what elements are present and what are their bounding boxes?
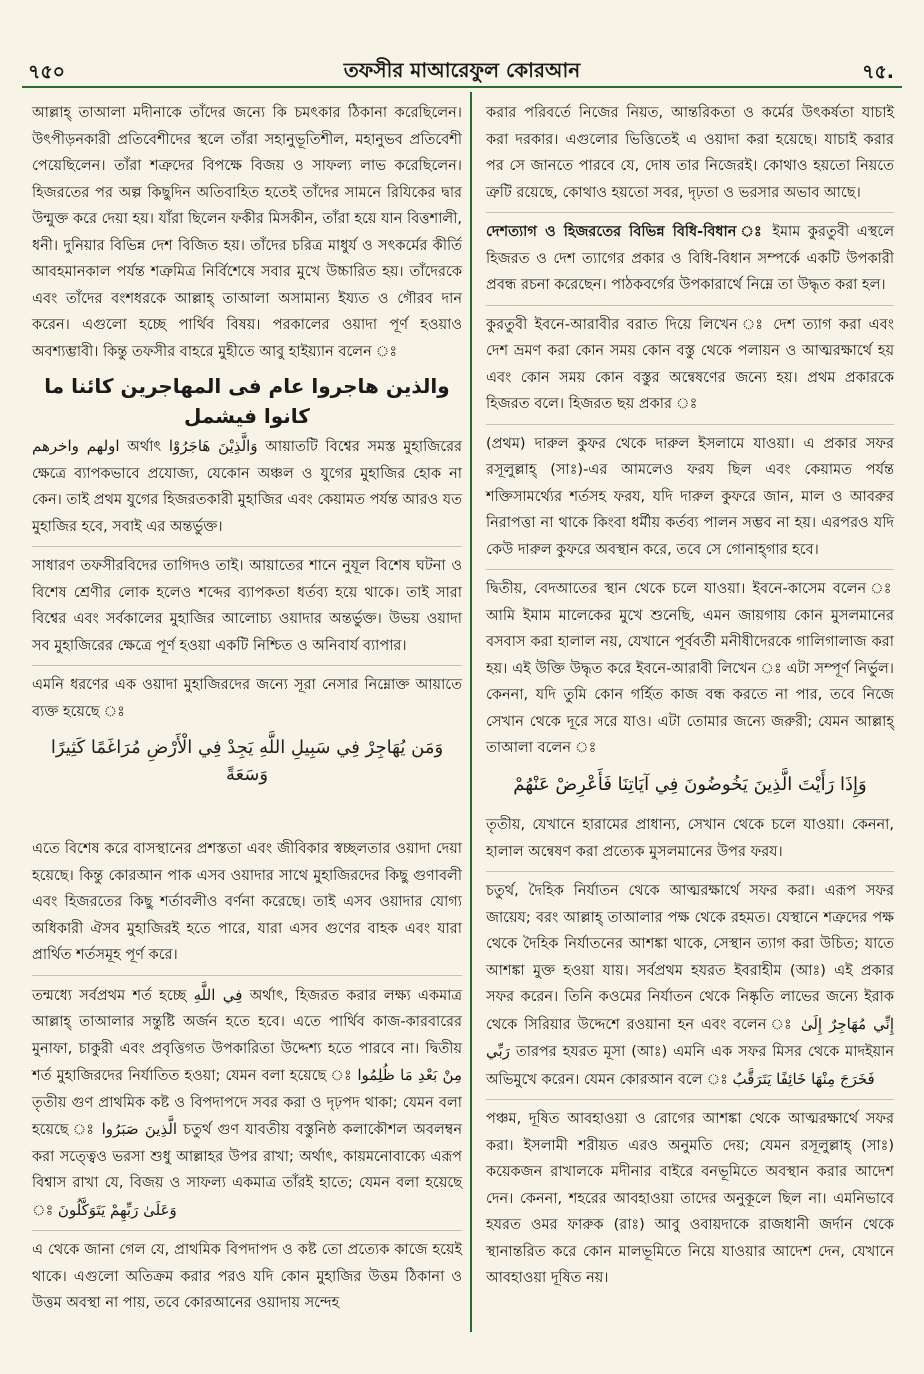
arabic-inline: فَخَرَجَ مِنْهَا خَائِفًا يَتَرَقَّبُ xyxy=(732,1069,875,1088)
separator xyxy=(32,546,462,547)
separator xyxy=(486,424,894,425)
right-column xyxy=(486,100,894,1298)
paragraph: পঞ্চম, দূষিত আবহাওয়া ও রোগের আশঙ্কা থেকে আত্মরক্ষার্থে সফর করা। ইসলামী শরীয়ত এরও অনুমতি দেয়; যেমন রসূলুল্লাহ্ (সাঃ) কয়েকজন রাখালকে মদীনার বাইরে বনভূমিতে অবস্থান করার আদেশ দেন। কেননা, শহরের আবহাওয়া তাদের অনুকূলে ছিল না। এমনিভাবে হযরত ওমর ফারুক (রাঃ) আবু ওবায়দাকে রাজধানী জর্দান থেকে স্থানান্তরিত করে কোন মালভূমিতে নিয়ে যাওয়ার আদেশ দেন, যেখানে আবহাওয়া দূষিত নয়। xyxy=(486,1111,894,1286)
page-number-right: ৭৫. xyxy=(862,61,894,83)
section-heading: দেশত্যাগ ও হিজরতের বিভিন্ন বিধি-বিধান ঃ xyxy=(486,224,765,240)
separator xyxy=(486,1099,894,1100)
paragraph: দ্বিতীয়, বেদআতের স্থান থেকে চলে যাওয়া। ইবনে-কাসেম বলেন ঃ আমি ইমাম মালেকের মুখে শুনেছি, এমন জায়গায় কোন মুসলমানের বসবাস করা হালাল নয়, যেখানে পূর্ববর্তী মনীষীদেরকে গালিগালাজ করা হয়। এই উক্তি উদ্ধৃত করে ইবনে-আরাবী লিখেন ঃ এটা সম্পূর্ণ নির্ভুল। কেননা, যদি তুমি কোন গর্হিত কাজ বন্ধ করতে না পার, তবে নিজে সেখান থেকে দূরে সরে যাও। এটা তোমার জন্যে জরুরী; যেমন আল্লাহ্ তাআলা বলেন ঃ xyxy=(486,581,894,756)
quran-verse: وَإِذَا رَأَيْتَ الَّذِينَ يَخُوضُونَ فِي آيَاتِنَا فَأَعْرِضْ عَنْهُمْ xyxy=(513,773,867,795)
paragraph: করার পরিবর্তে নিজের নিয়ত, আন্তরিকতা ও কর্মের উৎকর্ষতা যাচাই করা দরকার। এগুলোর ভিত্তিতেই এ ওয়াদা করা হয়েছে। যাচাই করার পর সে জানতে পারবে যে, দোষ তার নিজেরই। কোথাও হয়তো নিয়তে ত্রুটি রয়েছে, কোথাও হয়তো সবর, দৃঢ়তা ও ভরসার অভাব আছে। xyxy=(486,105,894,201)
paragraph: এমনি ধরণের এক ওয়াদা মুহাজিরদের জন্যে সূরা নেসার নিম্নোক্ত আয়াতে ব্যক্ত হয়েছে ঃ xyxy=(32,677,462,720)
arabic-quote: والذين هاجروا عام فى المهاجرين كائنا ما كانوا فيشمل xyxy=(44,374,450,428)
text-span: ইমাম কুরতুবী এস্থলে হিজরত ও দেশ ত্যাগের প্রকার ও বিধি-বিধান সম্পর্কে একটি উপকারী প্রবন্ধ রচনা করেছেন। পাঠকবর্গের উপকারার্থে নিম্নে তা উদ্ধৃত করা হল। xyxy=(486,224,895,293)
arabic-inline: الَّذِينَ صَبَرُوا xyxy=(101,1120,178,1138)
paragraph xyxy=(486,219,894,299)
text-span: তন্মধ্যে সর্বপ্রথম শর্ত হচ্ছে xyxy=(32,987,187,1004)
arabic-inline: وَعَلَىٰ رَبِّهِمْ يَتَوَكَّلُونَ xyxy=(57,1200,177,1219)
paragraph xyxy=(32,982,462,1225)
text-span: অর্থাৎ, হিজরত করার লক্ষ্য একমাত্র আল্লাহ্ তাআলার সন্তুষ্টি অর্জন হতে হবে। এতে পার্থিব কাজ-কারবারের মুনাফা, চাকুরী এবং প্রবৃত্তিগত উপকারিতা উদ্দেশ্য হতে পারবে না। দ্বিতীয় শর্ত মুহাজিরদের নির্যাতিত হওয়া; যেমন বলা হয়েছে ঃ xyxy=(32,987,463,1084)
paragraph: আল্লাহ্ তাআলা মদীনাকে তাঁদের জন্যে কি চমৎকার ঠিকানা করেছিলেন। উৎপীড়নকারী প্রতিবেশীদের স্থলে তাঁরা সহানুভূতিশীল, মহানুভব প্রতিবেশী পেয়েছিলেন। তাঁরা শত্রুদের বিপক্ষে বিজয় ও সাফল্য লাভ করেছিলেন। হিজরতের পর অল্প কিছুদিন অতিবাহিত হতেই তাঁদের সামনে রিযিকের দ্বার উন্মুক্ত করে দেয়া হয়। যাঁরা ছিলেন ফকীর মিসকীন, তাঁরা হয়ে যান বিত্তশালী, ধনী। দুনিয়ার বিভিন্ন দেশ বিজিত হয়। তাঁদের চরিত্র মাধুর্য ও সৎকর্মের কীর্তি আবহমানকাল পর্যন্ত শত্রুমিত্র নির্বিশেষে সবার মুখে উচ্চারিত হয়। তাঁদেরকে এবং তাঁদের বংশধরকে আল্লাহ্ তাআলা অসামান্য ইয্যত ও গৌরব দান করেন। এগুলো হচ্ছে পার্থিব বিষয়। পরকালের ওয়াদা পূর্ণ হওয়াও অবশ্যম্ভাবী। কিন্তু তফসীর বাহরে মুহীতে আবু হাইয়্যান বলেন ঃ xyxy=(32,105,462,360)
paragraph: কুরতুবী ইবনে-আরাবীর বরাত দিয়ে লিখেন ঃ দেশ ত্যাগ করা এবং দেশ ভ্রমণ করা কোন সময় কোন বস্তু থেকে পলায়ন ও আত্মরক্ষার্থে হয় এবং কোন সময় কোন বস্তুর অন্বেষণের জন্যে হয়। প্রথম প্রকারকে হিজরত বলে। হিজরত ছয় প্রকার ঃ xyxy=(486,316,894,412)
text-span: চতুর্থ গুণ যাবতীয় বস্তুনিষ্ঠ কলাকৌশল অবলম্বন করা সত্ত্বেও ভরসা শুধু আল্লাহর উপর রাখা; অর্থাৎ, কায়মনোবাক্যে এরূপ বিশ্বাস রাখা যে, বিজয় ও সাফল্য একমাত্র তাঁরই হাতে; যেমন বলা হয়েছে ঃ xyxy=(32,1122,462,1219)
paragraph: এতে বিশেষ করে বাসস্থানের প্রশস্ততা এবং জীবিকার স্বচ্ছলতার ওয়াদা দেয়া হয়েছে। কিন্তু কোরআন পাক এসব ওয়াদার সাথে মুহাজিরদের কিছু গুণাবলী এবং হিজরতের কিছু শর্তাবলীও বর্ণনা করেছে। তাই এসব ওয়াদার যোগ্য অধিকারী ঐসব মুহাজিরই হতে পারে, যারা এসব গুণের বাহক এবং যারা প্রার্থিত শর্তসমূহ পূর্ণ করে। xyxy=(32,841,462,963)
paragraph: এ থেকে জানা গেল যে, প্রাথমিক বিপদাপদ ও কষ্ট তো প্রত্যেক কাজে হয়েই থাকে। এগুলো অতিক্রম করার পরও যদি কোন মুহাজির উত্তম ঠিকানা ও উত্তম অবস্থা না পায়, তবে কোরআনের ওয়াদায় সন্দেহ xyxy=(32,1242,462,1311)
text-span: তারপর হযরত মূসা (আঃ) এমনি এক সফর মিসর থেকে মাদইয়ান অভিমুখে করেন। যেমন কোরআন বলে ঃ xyxy=(486,1044,895,1088)
separator xyxy=(486,871,894,872)
text-span: চতুর্থ, দৈহিক নির্যাতন থেকে আত্মরক্ষার্থে সফর করা। এরূপ সফর জায়েয; বরং আল্লাহ্ তাআলার পক্ষ থেকে রহমত। যেস্থানে শত্রুদের পক্ষ থেকে দৈহিক নির্যাতনের আশঙ্কা থাকে, সেস্থান ত্যাগ করা উচিত; যাতে আশঙ্কা মুক্ত হওয়া যায়। সর্বপ্রথম হযরত ইবরাহীম (আঃ) এই প্রকার সফর করেন। তিনি কওমের নির্যাতন থেকে নিষ্কৃতি লাভের জন্যে ইরাক থেকে সিরিয়ার উদ্দেশে রওয়ানা হন এবং বলেন ঃ xyxy=(486,883,894,1033)
separator xyxy=(486,305,894,306)
arabic-inline: وَالَّذِيْنَ هَاجَرُوْا xyxy=(168,437,258,455)
separator xyxy=(486,569,894,570)
text-span: তৃতীয় গুণ প্রাথমিক কষ্ট ও বিপদাপদে সবর করা ও দৃঢ়পদ থাকা; যেমন বলা হয়েছে ঃ xyxy=(32,1094,462,1138)
separator xyxy=(32,975,462,976)
separator xyxy=(486,212,894,213)
separator xyxy=(32,665,462,666)
arabic-inline: فِي اللَّهِ xyxy=(193,985,243,1004)
page-number-left: ৭৫০ xyxy=(28,61,66,83)
running-title: তফসীর মাআরেফুল কোরআন xyxy=(343,58,581,82)
text-span: আয়াতটি বিশ্বের সমস্ত মুহাজিরের ক্ষেত্রে ব্যাপকভাবে প্রযোজ্য, যেকোন অঞ্চল ও যুগের মুহাজির হোক না কেন। তাই প্রথম যুগের হিজরতকারী মুহাজির এবং কেয়ামত পর্যন্ত আরও যত মুহাজির হবে, সবাই এর অন্তর্ভুক্ত। xyxy=(32,439,463,535)
paragraph xyxy=(32,433,462,540)
page-header xyxy=(22,56,902,88)
arabic-inline: اولهم واخرهم xyxy=(32,437,120,455)
paragraph: তৃতীয়, যেখানে হারামের প্রাধান্য, সেখান থেকে চলে যাওয়া। কেননা, হালাল অন্বেষণ করা প্রত্যেক মুসলমানের উপর ফরয। xyxy=(486,817,894,860)
arabic-inline: إِنِّي مُهَاجِرٌ إِلَىٰ رَبِّي xyxy=(486,1014,894,1060)
paragraph: সাধারণ তফসীরবিদের তাগিদও তাই। আয়াতের শানে নুযূল বিশেষ ঘটনা ও বিশেষ শ্রেণীর লোক হলেও শব্দের ব্যাপকতা ধর্তব্য হয়ে থাকে। তাই সারা বিশ্বের এবং সর্বকালের মুহাজির আলোচ্য ওয়াদার অন্তর্ভুক্ত। উভয় ওয়াদা সব মুহাজিরের ক্ষেত্রে পূর্ণ হওয়া একটি নিশ্চিত ও অনিবার্য ব্যাপার। xyxy=(32,558,462,654)
text-span: অর্থাৎ xyxy=(127,439,162,455)
arabic-inline: مِنْ بَعْدِ مَا ظُلِمُوا xyxy=(357,1066,463,1084)
left-column xyxy=(32,100,462,1323)
quran-verse: وَمَن يُهَاجِرْ فِي سَبِيلِ اللَّهِ يَجِدْ فِي الْأَرْضِ مُرَاغَمًا كَثِيرًا وَسَعَةً xyxy=(50,737,444,785)
paragraph: (প্রথম) দারুল কুফর থেকে দারুল ইসলামে যাওয়া। এ প্রকার সফর রসূলুল্লাহ্ (সাঃ)-এর আমলেও ফরয ছিল এবং কেয়ামত পর্যন্ত শক্তিসামর্থ্যের শর্তসহ ফরয, যদি দারুল কুফরে জান, মাল ও আবরুর নিরাপত্তা না থাকে কিংবা ধর্মীয় কর্তব্য পালন সম্ভব না হয়। এরপরও যদি কেউ দারুল কুফরে অবস্থান করে, তবে সে গোনাহ্গার হবে। xyxy=(486,435,894,558)
paragraph xyxy=(486,878,894,1093)
separator xyxy=(32,1230,462,1231)
column-divider xyxy=(470,92,472,1332)
